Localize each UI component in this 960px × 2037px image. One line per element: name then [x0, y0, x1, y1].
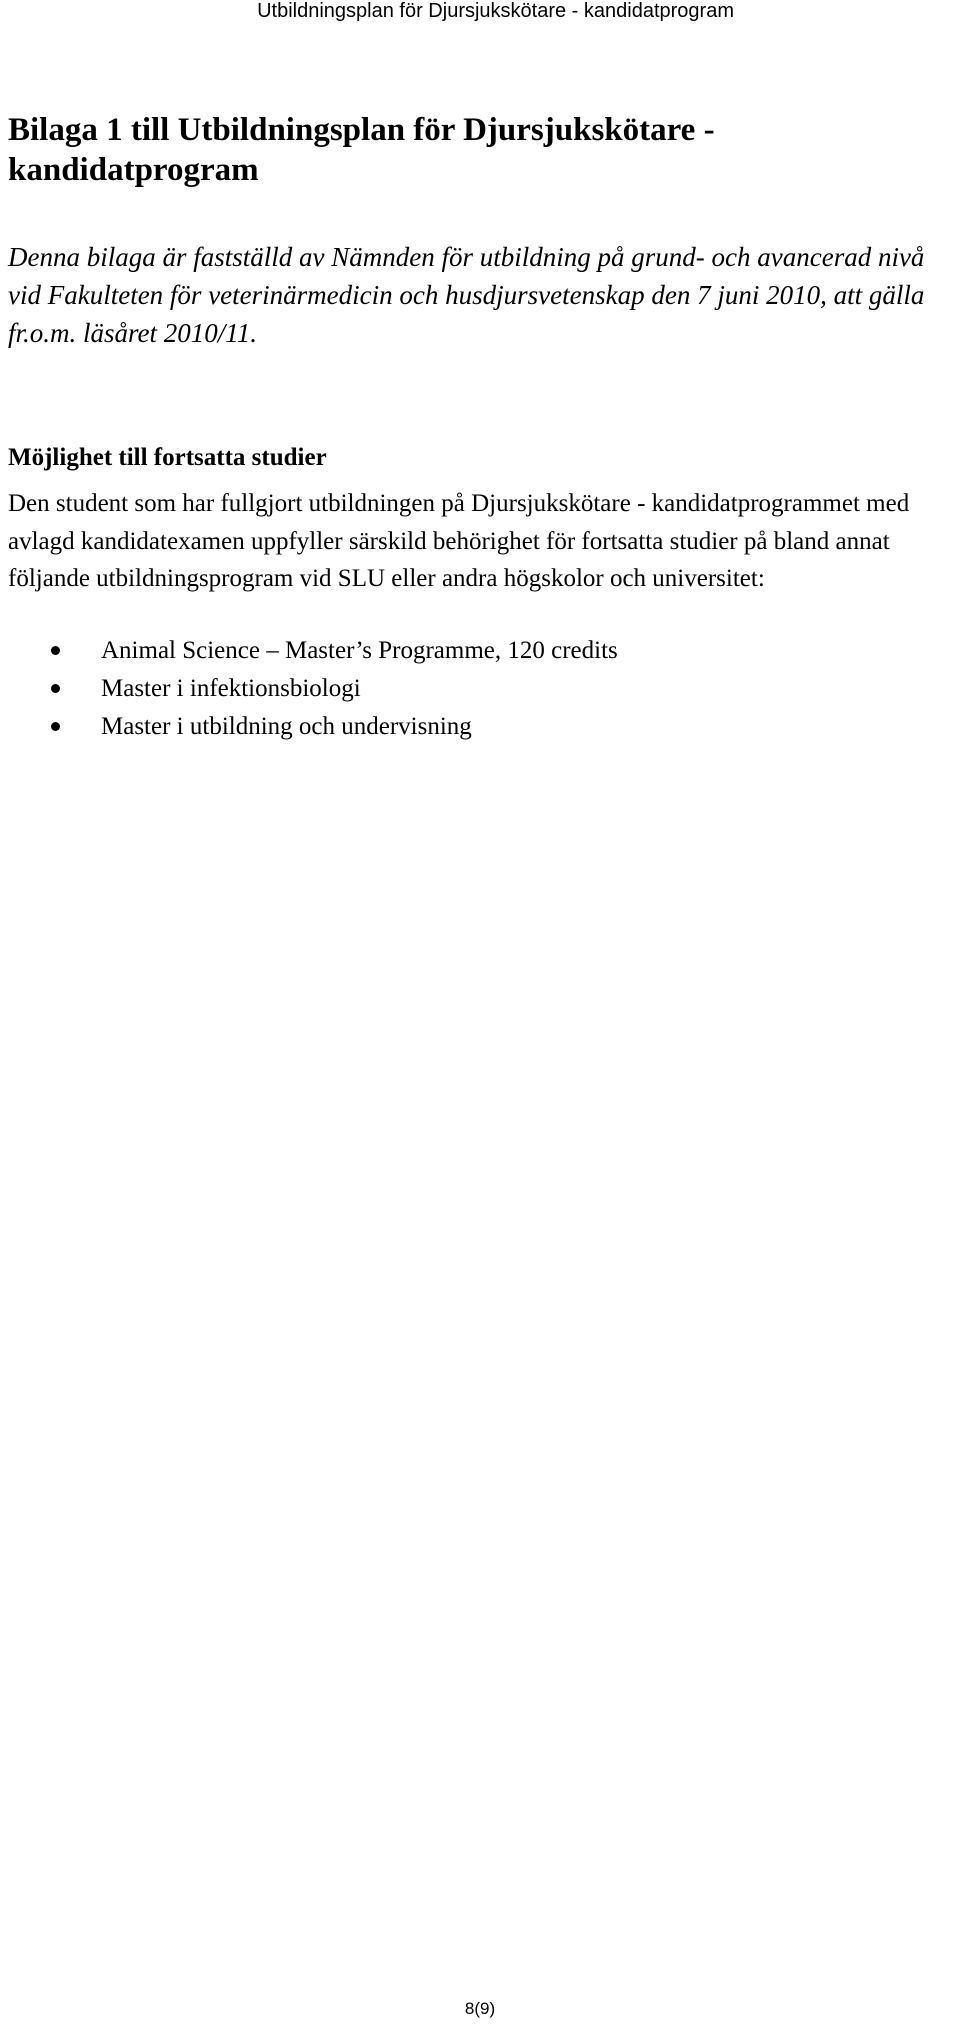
list-item	[0, 632, 618, 670]
bullet-icon	[51, 684, 60, 693]
section-heading: Möjlighet till fortsatta studier	[8, 444, 327, 471]
approval-note: Denna bilaga är fastställd av Nämnden för utbildning på grund- och avancerad nivå vid Fakulteten för veterinärmedicin och husdjursvetenskap den 7 juni 2010, att gälla fr.o.m. läsåret 2010/11.	[8, 242, 925, 348]
list-item-label: Master i utbildning och undervisning	[101, 713, 472, 740]
list-item-label: Master i infektionsbiologi	[101, 675, 361, 702]
list-item	[0, 670, 618, 708]
list-item-label: Animal Science – Master’s Programme, 120 credits	[101, 637, 618, 664]
page-number: 8(9)	[464, 1999, 496, 2018]
section-body-text: Den student som har fullgjort utbildningen på Djursjukskötare - kandidatprogrammet med avlagd kandidatexamen uppfyller särskild behörighet för fortsatta studier på bland annat följande utbildningsprogram vid SLU eller andra högskolor och universitet:	[8, 490, 910, 593]
running-header: Utbildningsplan för Djursjukskötare - kandidatprogram	[257, 0, 734, 22]
list-item	[0, 708, 618, 746]
program-list	[0, 632, 618, 746]
bullet-icon	[51, 722, 60, 731]
document-title: Bilaga 1 till Utbildningsplan för Djursjukskötare - kandidatprogram	[8, 112, 715, 188]
bullet-icon	[51, 646, 60, 655]
